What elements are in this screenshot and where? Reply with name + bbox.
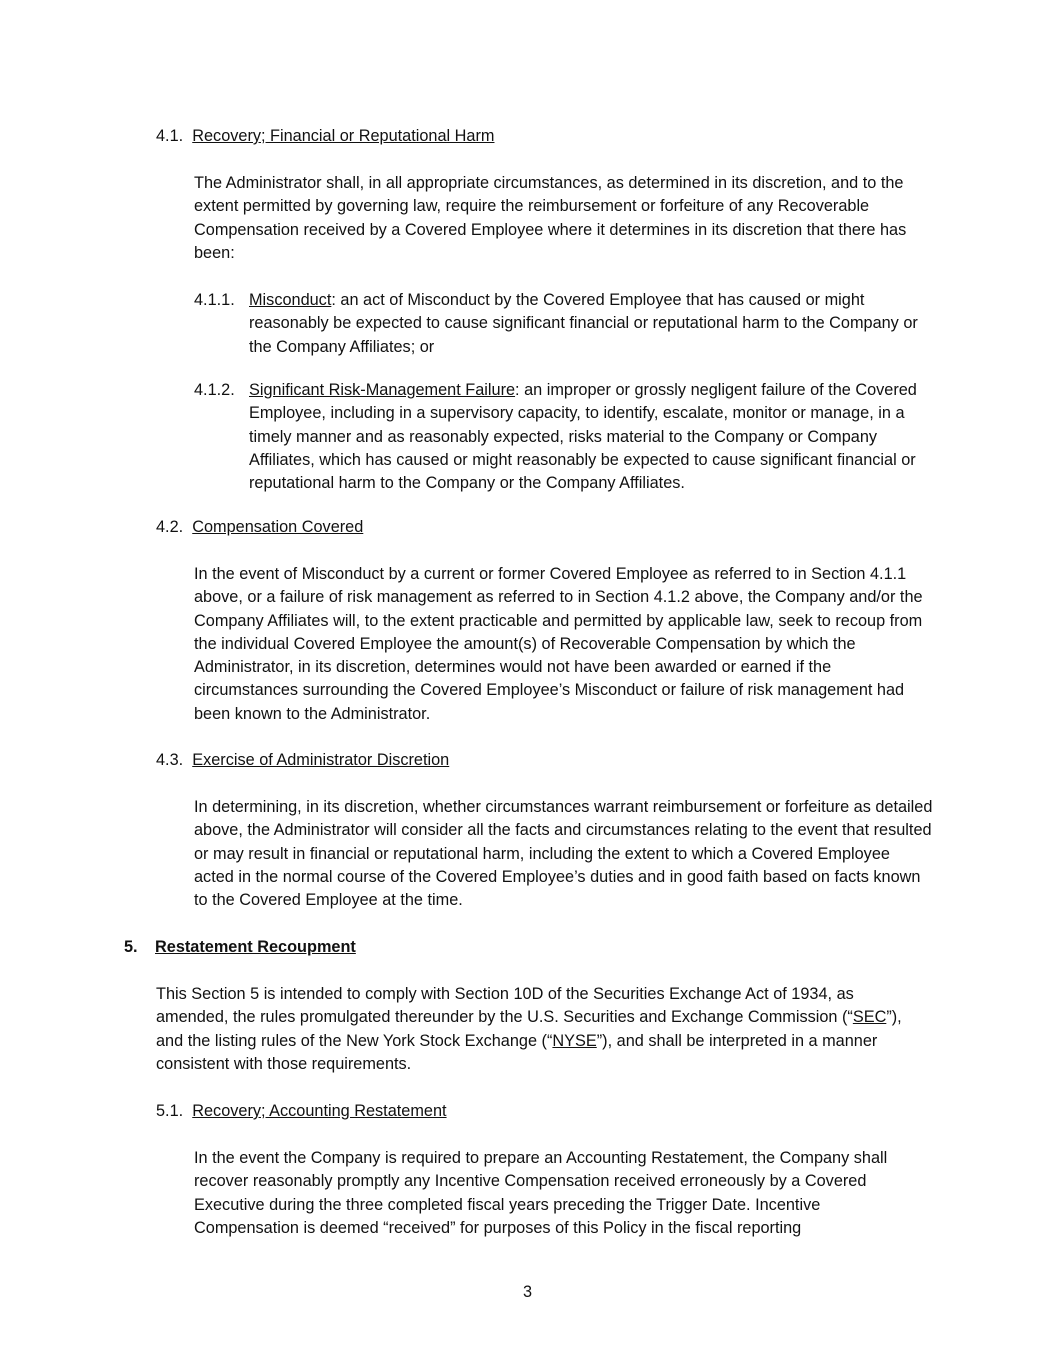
subsection-body: : an act of Misconduct by the Covered Employee that has caused or might reasonably be expected to cause significant financial or reputational harm to the Company or the Company Affiliates; or <box>249 291 918 356</box>
section-4-2-heading <box>156 516 363 539</box>
subsection-number: 4.1.1. <box>194 291 235 309</box>
section-4-1-heading <box>156 125 494 148</box>
section-title: Compensation Covered <box>192 518 364 536</box>
section-4-1-1 <box>194 289 934 359</box>
section-number: 4.2. <box>156 518 184 536</box>
section-4-1-body: The Administrator shall, in all appropriate circumstances, as determined in its discretion, and to the extent permitted by governing law, require the reimbursement or forfeiture of any Recoverable Compensation received by a Covered Employee where it determines in its discretion that there has been: <box>194 174 907 262</box>
section-4-1-2 <box>194 379 934 495</box>
section-title: Restatement Recoupment <box>155 938 356 956</box>
section-5-1-heading <box>156 1100 447 1123</box>
term-sec: SEC <box>852 1008 887 1027</box>
subsection-body: : an improper or grossly negligent failure of the Covered Employee, including in a supervisory capacity, to identify, escalate, monitor or manage, in a timely manner and as reasonably expected, risks material to the Company or Company Affiliates, which has caused or might reasonably be expected to cause significant financial or reputational harm to the Company or the Company Affiliates. <box>249 381 917 493</box>
subsection-text <box>249 289 934 359</box>
section-number: 5.1. <box>156 1102 184 1120</box>
section-4-3-body: In determining, in its discretion, whether circumstances warrant reimbursement or forfeiture as detailed above, the Administrator will consider all the facts and circumstances relating to the event that resulted or may result in financial or reputational harm, including the extent to which a Covered Employee acted in the normal course of the Covered Employee’s duties and in good faith based on facts known to the Covered Employee at the time. <box>194 798 933 910</box>
section-title: Recovery; Financial or Reputational Harm <box>192 127 495 145</box>
section-5-body-part: ”), and shall be interpreted in a manner consistent with those requirements. <box>156 1031 878 1073</box>
section-title: Exercise of Administrator Discretion <box>192 751 450 769</box>
section-title: Recovery; Accounting Restatement <box>192 1102 447 1120</box>
page-number: 3 <box>522 1283 533 1301</box>
subsection-number: 4.1.2. <box>194 381 235 399</box>
subsection-text <box>249 379 934 495</box>
term-nyse: NYSE <box>552 1031 597 1050</box>
section-5-body <box>156 983 926 1076</box>
section-5-heading <box>124 936 356 959</box>
section-number: 4.3. <box>156 751 184 769</box>
section-5-1-body: In the event the Company is required to prepare an Accounting Restatement, the Company shall recover reasonably promptly any Incentive Compensation received erroneously by a Covered Executive during the three completed fiscal years preceding the Trigger Date. Incentive Compensation is deemed “received” for purposes of this Policy in the fiscal reporting <box>194 1149 888 1237</box>
section-4-3-heading <box>156 749 449 772</box>
term-misconduct: Misconduct <box>249 291 332 309</box>
section-4-2-body: In the event of Misconduct by a current or former Covered Employee as referred to in Section 4.1.1 above, or a failure of risk management as referred to in Section 4.1.2 above, the Company and/or the Company Affiliates will, to the extent practicable and permitted by applicable law, seek to recoup from the individual Covered Employee the amount(s) of Recoverable Compensation by which the Administrator, in its discretion, determines would not have been awarded or earned if the circumstances surrounding the Covered Employee’s Misconduct or failure of risk management had been known to the Administrator. <box>194 565 923 723</box>
term-risk-management-failure: Significant Risk-Management Failure <box>249 381 516 399</box>
section-number: 5. <box>124 938 138 956</box>
section-5-body-part: ”), and the listing rules of the New York Stock Exchange (“ <box>156 1008 902 1050</box>
section-5-body-part: This Section 5 is intended to comply with Section 10D of the Securities Exchange Act of 1934, as amended, the rules promulgated thereunder by the U.S. Securities and Exchange Commission (“ <box>156 985 854 1027</box>
section-number: 4.1. <box>156 127 184 145</box>
